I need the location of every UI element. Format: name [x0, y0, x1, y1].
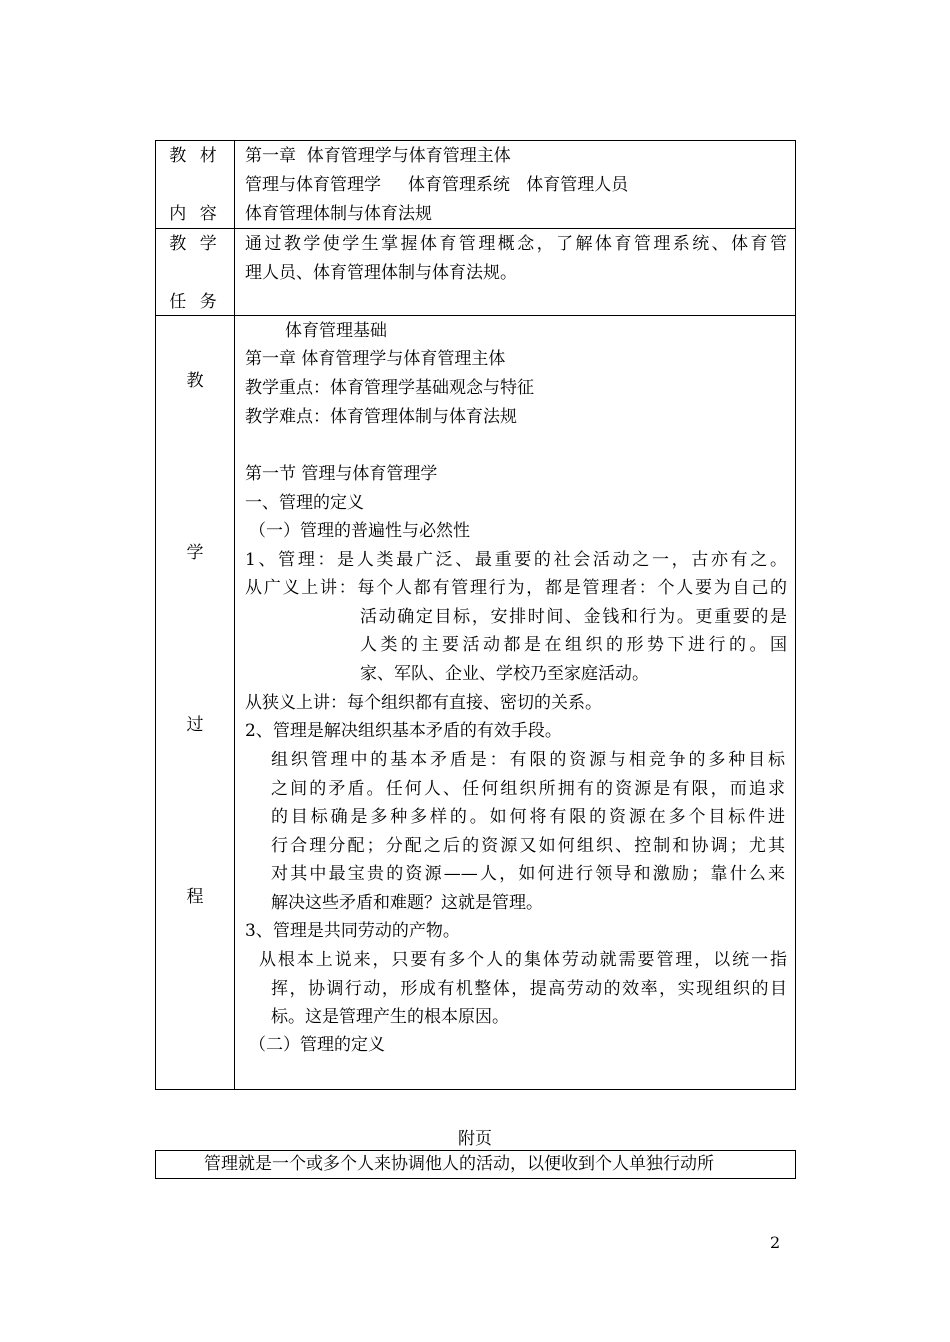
appendix-title: 附页	[458, 1129, 492, 1149]
content-line: 2、管理是解决组织基本矛盾的有效手段。	[245, 721, 562, 741]
row-content-cell	[235, 141, 795, 228]
content-line: 标。这是管理产生的根本原因。	[271, 1007, 509, 1027]
label-process-2: 学	[186, 543, 204, 563]
course-title: 体育管理基础	[285, 321, 387, 341]
content-line: 对其中最宝贵的资源——人，如何进行领导和激励；靠什么来	[271, 864, 785, 884]
chapter-title: 第一章 体育管理学与体育管理主体	[245, 349, 506, 369]
key-point: 教学重点：体育管理学基础观念与特征	[245, 378, 534, 398]
content-line: 3、管理是共同劳动的产物。	[245, 921, 460, 941]
row-label-cell	[156, 141, 235, 228]
content-line: 从狭义上讲：每个组织都有直接、密切的关系。	[245, 693, 602, 713]
content-line: 从广义上讲：每个人都有管理行为，都是管理者：个人要为自己的	[245, 578, 787, 598]
label-process-4: 程	[186, 887, 204, 907]
content-line: 管理与体育管理学 体育管理系统 体育管理人员	[245, 175, 629, 195]
row-content-cell	[235, 316, 795, 1089]
content-line: 家、军队、企业、学校乃至家庭活动。	[360, 664, 649, 684]
row-label-cell	[156, 316, 235, 1089]
content-line: 挥，协调行动，形成有机整体，提高劳动的效率，实现组织的目	[271, 979, 787, 999]
content-line: 人类的主要活动都是在组织的形势下进行的。国	[360, 635, 787, 655]
content-line: 通过教学使学生掌握体育管理概念，了解体育管理系统、体育管	[245, 234, 787, 254]
content-line: 体育管理体制与体育法规	[245, 204, 432, 224]
label-material-bottom: 内 容	[169, 204, 221, 224]
row-content-cell	[235, 229, 795, 315]
content-line: 组织管理中的基本矛盾是：有限的资源与相竞争的多种目标	[271, 750, 785, 770]
content-line: 从根本上说来，只要有多个人的集体劳动就需要管理，以统一指	[259, 950, 787, 970]
content-line: 之间的矛盾。任何人、任何组织所拥有的资源是有限，而追求	[271, 779, 785, 799]
label-task-top: 教 学	[169, 234, 221, 254]
label-task-bottom: 任 务	[169, 292, 221, 312]
row-label-cell	[156, 229, 235, 315]
label-process-3: 过	[186, 715, 204, 735]
label-material-top: 教 材	[169, 146, 221, 166]
content-line: 行合理分配；分配之后的资源又如何组织、控制和协调；尤其	[271, 836, 785, 856]
content-line: 理人员、体育管理体制与体育法规。	[245, 263, 517, 283]
content-line: 解决这些矛盾和难题？这就是管理。	[271, 893, 543, 913]
heading-1: 一、管理的定义	[245, 493, 364, 513]
lesson-plan-table	[155, 140, 796, 1090]
appendix-text: 管理就是一个或多个人来协调他人的活动，以便收到个人单独行动所	[204, 1154, 714, 1174]
heading-2: （二）管理的定义	[249, 1035, 385, 1055]
row-teaching-process	[156, 316, 795, 1089]
content-line: 活动确定目标，安排时间、金钱和行为。更重要的是	[360, 607, 787, 627]
appendix-box	[155, 1150, 796, 1179]
heading-2: （一）管理的普遍性与必然性	[249, 521, 470, 541]
row-teaching-task	[156, 229, 795, 316]
row-teaching-material	[156, 141, 795, 229]
content-line: 第一章 体育管理学与体育管理主体	[245, 146, 511, 166]
difficult-point: 教学难点：体育管理体制与体育法规	[245, 407, 517, 427]
page-number: 2	[770, 1233, 781, 1252]
section-title: 第一节 管理与体育管理学	[245, 464, 438, 484]
content-line: 1、管理：是人类最广泛、最重要的社会活动之一，古亦有之。	[245, 550, 787, 570]
label-process-1: 教	[186, 371, 204, 391]
content-line: 的目标确是多种多样的。如何将有限的资源在多个目标件进	[271, 807, 785, 827]
